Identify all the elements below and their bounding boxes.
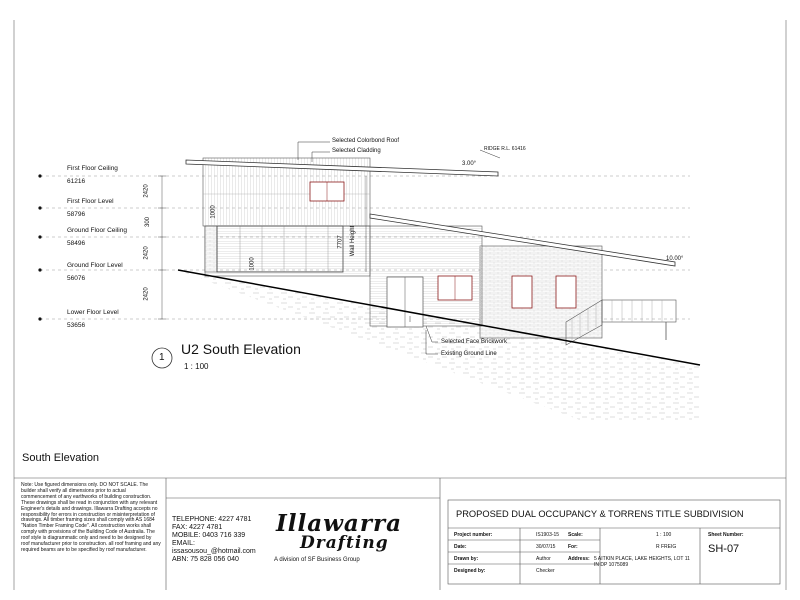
contact-telephone: TELEPHONE: 4227 4781: [172, 516, 252, 523]
wall-height-label: Wall Height: [350, 225, 357, 257]
sheet-number-label: Sheet Number:: [708, 532, 744, 538]
wall-height-value: 7707: [337, 235, 344, 249]
section-title: South Elevation: [22, 452, 100, 464]
level-value-ground-floor-ceiling: 58496: [67, 240, 86, 247]
project-number-label: Project number:: [454, 532, 493, 538]
level-value-first-floor-level: 58796: [67, 211, 86, 218]
roof-annotation: Selected Colorbond Roof: [332, 138, 400, 144]
sheet-number: SH-07: [708, 543, 740, 555]
level-name-ground-floor-level: Ground Floor Level: [67, 262, 123, 269]
address-value: 5 AITKIN PLACE, LAKE HEIGHTS, LOT 11 IN DP 1075089: [594, 556, 690, 568]
contact-abn: ABN: 75 828 056 040: [172, 556, 239, 563]
level-name-first-floor-ceiling: First Floor Ceiling: [67, 165, 118, 172]
contact-mobile: MOBILE: 0403 716 339: [172, 532, 246, 539]
level-value-first-floor-ceiling: 61216: [67, 178, 86, 185]
level-name-ground-floor-ceiling: Ground Floor Ceiling: [67, 227, 127, 234]
upper-roof-pitch: 3.00°: [462, 161, 477, 167]
project-number: IS1903-15: [536, 532, 560, 538]
level-name-lower-floor-level: Lower Floor Level: [67, 309, 119, 316]
view-scale: 1 : 100: [184, 362, 209, 371]
window-height-upper: 1000: [210, 205, 217, 219]
deck-balustrade: [602, 300, 676, 322]
designed-by-label: Designed by:: [454, 568, 486, 574]
drawn-by-value: Author: [536, 556, 551, 562]
level-value-lower-floor-level: 53656: [67, 322, 86, 329]
drawn-by-label: Drawn by:: [454, 556, 479, 562]
dimension-3: 2420: [143, 246, 150, 260]
for-value: R FREIG: [656, 544, 677, 550]
date-value: 30/07/15: [536, 544, 556, 550]
contact-email[interactable]: issasousou_@hotmail.com: [172, 548, 256, 555]
general-note: Note: Use figured dimensions only. DO NOT SCALE. The builder shall verify all dimensions prior to actual commencement of any earthworks of building construction. These drawings shall be read in conjunction with any relevant Engineer's details and drawings. Illawarra Drafting accepts no responsibility for errors in construction or misinterpretation of drawings. All timber framing sizes shall comply with AS 1684 "Nation Timber Framing Code". All construction works shall comply with provisions of the Building Code of Australia. The roof style is diagrammatic only and need to be designed by roof manufacturer prior to construction. all roof framing and any required beams are to be specified by roof manufacturer.: [21, 482, 161, 553]
lower-window-2: [556, 276, 576, 308]
logo-line-1: Illawarra: [276, 510, 402, 537]
address-label: Address:: [568, 556, 590, 562]
logo-line-2: Drafting: [300, 533, 389, 553]
dimension-2: 300: [145, 216, 152, 228]
dimension-4: 2420: [143, 287, 150, 301]
view-title: U2 South Elevation: [181, 341, 301, 357]
lower-roof-pitch: 10.00°: [666, 256, 684, 262]
for-label: For:: [568, 544, 578, 550]
level-value-ground-floor-level: 56076: [67, 275, 86, 282]
logo-tagline: A division of SF Business Group: [274, 557, 360, 563]
scale-label: Scale:: [568, 532, 583, 538]
contact-fax: FAX: 4227 4781: [172, 524, 223, 531]
brick-pier: [205, 226, 217, 272]
lower-window-1: [512, 276, 532, 308]
view-number: 1: [159, 352, 165, 363]
cladding-annotation: Selected Cladding: [332, 148, 381, 154]
date-label: Date:: [454, 544, 467, 550]
project-title: PROPOSED DUAL OCCUPANCY & TORRENS TITLE SUBDIVISION: [456, 509, 744, 519]
lower-wing-brickwork: [480, 246, 602, 338]
dimension-1: 2420: [143, 184, 150, 198]
level-markers: [38, 174, 41, 320]
designed-by-value: Checker: [536, 568, 555, 574]
ground-floor-wall: [205, 226, 370, 276]
scale-value: 1 : 100: [656, 532, 672, 538]
contact-email-label: EMAIL:: [172, 540, 195, 547]
window-height-lower: 1000: [249, 257, 256, 271]
ground-line-annotation: Existing Ground Line: [441, 351, 497, 357]
brickwork-annotation: Selected Face Brickwork: [441, 339, 508, 345]
level-name-first-floor-level: First Floor Level: [67, 198, 114, 205]
ridge-annotation: RIDGE R.L. 61416: [484, 146, 526, 152]
